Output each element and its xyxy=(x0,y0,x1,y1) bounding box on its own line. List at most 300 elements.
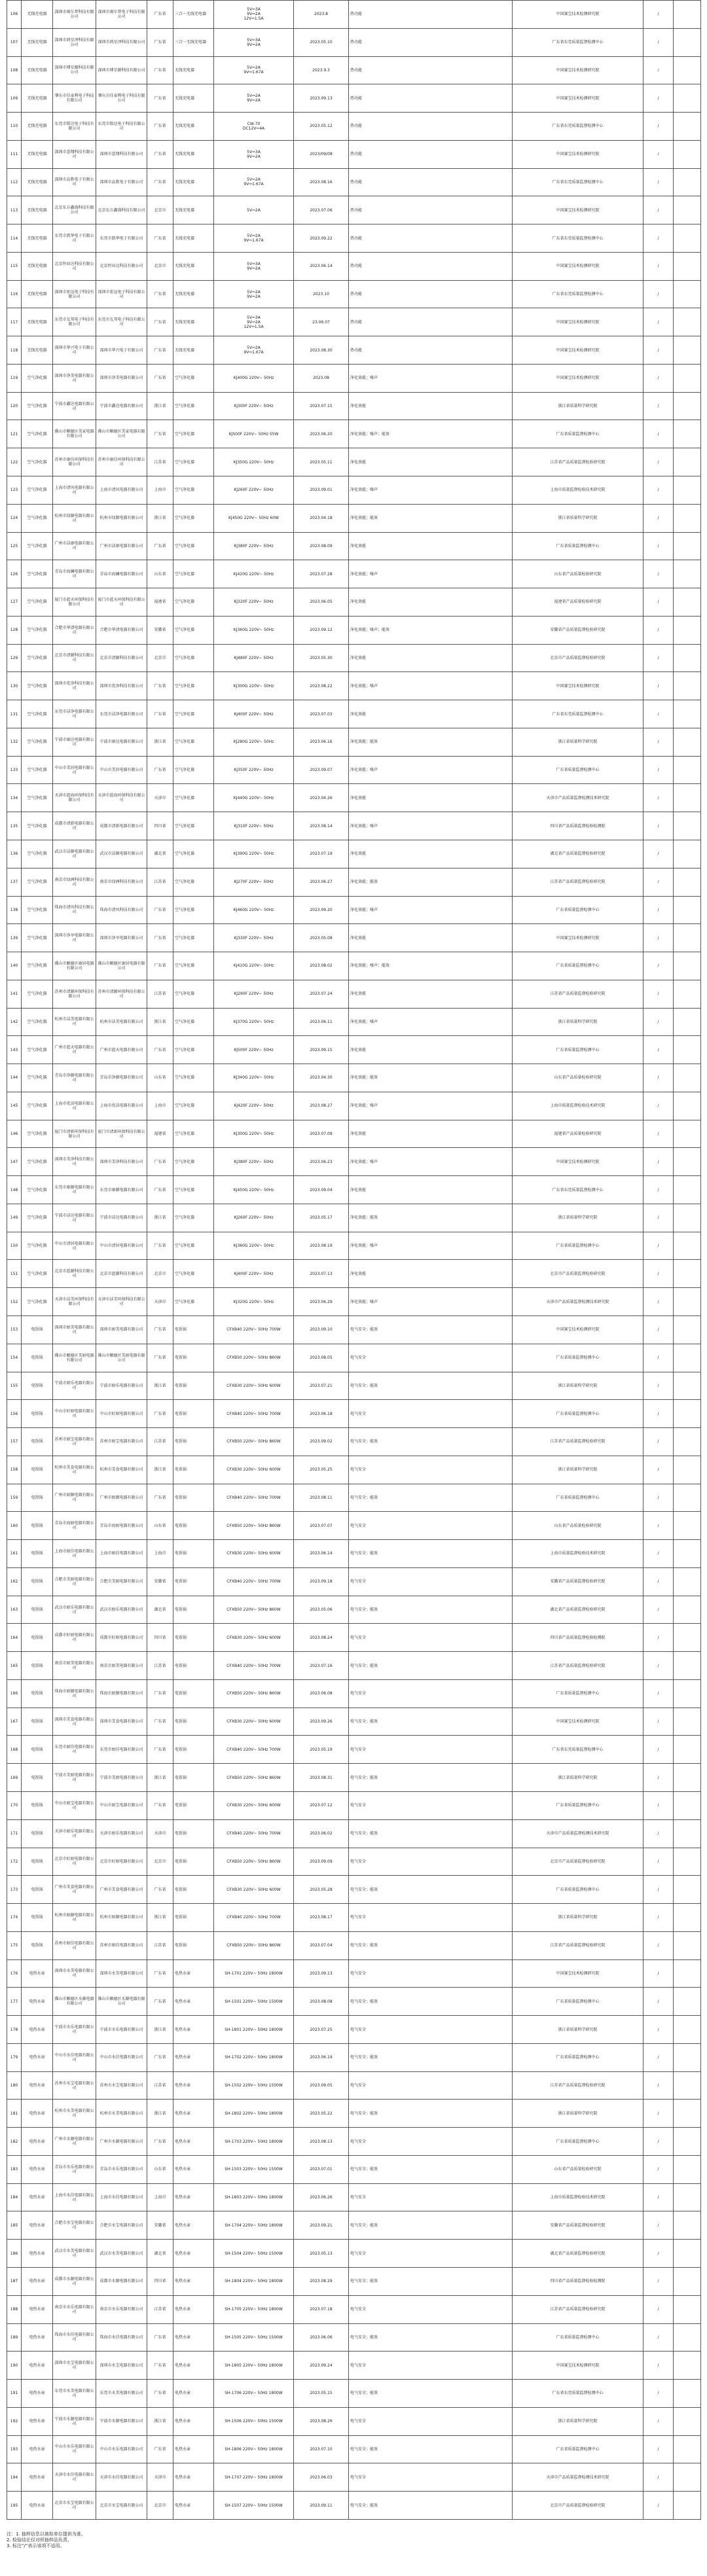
cell-items: 净化效能 xyxy=(349,980,513,1008)
cell-items: 电气安全 xyxy=(349,2240,513,2268)
cell-province: 天津市 xyxy=(147,1819,173,1848)
cell-product: 电饭锅 xyxy=(173,1792,214,1820)
cell-items: 电气安全 xyxy=(349,1567,513,1596)
cell-product: 电热水壶 xyxy=(173,2352,214,2380)
cell-seller: 佛山市顺德区水源电器有限公司 xyxy=(96,1988,147,2016)
cell-agency: 广东省质量监督检测中心 xyxy=(513,2043,644,2071)
cell-result: / xyxy=(644,1148,674,1176)
cell-seq: 120 xyxy=(7,392,22,420)
cell-model: KJ360G 220V~ 50Hz xyxy=(214,616,294,644)
cell-model: CW-70 DC12V⎓4A xyxy=(214,113,294,141)
cell-product: 空气净化器 xyxy=(173,1176,214,1204)
table-row xyxy=(7,1764,701,1792)
cell-agency: 北京市产品质量监督检验研究院 xyxy=(513,644,644,672)
cell-date: 2023.05.17 xyxy=(294,1204,349,1232)
cell-seq: 110 xyxy=(7,113,22,141)
cell-product: 空气净化器 xyxy=(173,1260,214,1288)
table-row xyxy=(7,1092,701,1120)
cell-province: 浙江省 xyxy=(147,504,173,532)
cell-category: 电热水壶 xyxy=(22,1959,53,1988)
table-row xyxy=(7,1344,701,1372)
cell-remark xyxy=(674,2128,701,2156)
cell-category: 空气净化器 xyxy=(22,1232,53,1260)
cell-date: 2023.06.27 xyxy=(294,868,349,896)
cell-producer: 珠海市清风科技有限公司 xyxy=(53,896,96,924)
cell-items: 净化效能 xyxy=(349,784,513,812)
cell-producer: 杭州市水美电器有限公司 xyxy=(53,2100,96,2128)
cell-remark xyxy=(674,2352,701,2380)
cell-model: KJ400G 220V~ 50Hz xyxy=(214,364,294,392)
cell-items: 电气安全 xyxy=(349,2183,513,2211)
cell-items: 电气安全；能效 xyxy=(349,1931,513,1959)
cell-seller: 佛山市顺德区美厨电器有限公司 xyxy=(96,1344,147,1372)
cell-seller: 宁波市水乐电器有限公司 xyxy=(96,2016,147,2044)
cell-province: 湖北省 xyxy=(147,1596,173,1624)
cell-remark xyxy=(674,868,701,896)
cell-agency: 广东省质量监督检测中心 xyxy=(513,420,644,448)
cell-category: 空气净化器 xyxy=(22,420,53,448)
cell-result: / xyxy=(644,1008,674,1036)
cell-model: KJ420G 220V~ 50Hz xyxy=(214,560,294,588)
cell-items: 电气安全 xyxy=(349,2352,513,2380)
cell-result: / xyxy=(644,2155,674,2183)
cell-remark xyxy=(674,1456,701,1484)
cell-agency: 中国赛宝技术检测研究院 xyxy=(513,196,644,224)
cell-product: 电饭锅 xyxy=(173,1512,214,1540)
table-row xyxy=(7,2295,701,2323)
cell-model: CFXB40 220V~ 50Hz 700W xyxy=(214,1736,294,1764)
cell-producer: 北京恒业达科技有限公司 xyxy=(53,252,96,280)
cell-product: 空气净化器 xyxy=(173,1008,214,1036)
cell-category: 电热水壶 xyxy=(22,2043,53,2071)
cell-province: 天津市 xyxy=(147,784,173,812)
cell-product: 空气净化器 xyxy=(173,392,214,420)
cell-seller: 珠海市清风科技有限公司 xyxy=(96,896,147,924)
cell-date: 2023.09.12 xyxy=(294,616,349,644)
cell-result: / xyxy=(644,113,674,141)
cell-remark xyxy=(674,1679,701,1708)
cell-seller: 上海市清风电器有限公司 xyxy=(96,476,147,505)
cell-model: CFXB40 220V~ 50Hz 700W xyxy=(214,1567,294,1596)
cell-items: 电气安全；能效 xyxy=(349,1596,513,1624)
cell-remark xyxy=(674,1819,701,1848)
cell-seq: 124 xyxy=(7,504,22,532)
cell-province: 广东省 xyxy=(147,2380,173,2408)
cell-agency: 中国赛宝技术检测研究院 xyxy=(513,1315,644,1344)
cell-producer: 成都市水源电器有限公司 xyxy=(53,2268,96,2296)
cell-producer: 佛山市顺德区水源电器有限公司 xyxy=(53,1988,96,2016)
cell-category: 空气净化器 xyxy=(22,588,53,617)
cell-date: 2023.07.13 xyxy=(294,1260,349,1288)
cell-category: 空气净化器 xyxy=(22,980,53,1008)
cell-product: 电热水壶 xyxy=(173,2100,214,2128)
cell-seller: 合肥市华清电器有限公司 xyxy=(96,616,147,644)
cell-result: / xyxy=(644,84,674,113)
table-row xyxy=(7,952,701,980)
table-row xyxy=(7,113,701,141)
cell-agency: 中国赛宝技术检测研究院 xyxy=(513,308,644,336)
cell-seller: 厦门市蓝天环保科技有限公司 xyxy=(96,588,147,617)
cell-category: 无线充电器 xyxy=(22,252,53,280)
cell-result: / xyxy=(644,2323,674,2352)
cell-seq: 183 xyxy=(7,2155,22,2183)
cell-seller: 武汉市水美电器有限公司 xyxy=(96,2240,147,2268)
cell-result: / xyxy=(644,1931,674,1959)
cell-date: 2023.07.15 xyxy=(294,392,349,420)
table-row xyxy=(7,2043,701,2071)
cell-date: 2023.09.21 xyxy=(294,2211,349,2240)
cell-result: / xyxy=(644,1624,674,1652)
cell-agency: 浙江省质量科学研究院 xyxy=(513,2100,644,2128)
cell-items: 净化效能；能效 xyxy=(349,1064,513,1092)
cell-model: SH-1802 220V~ 50Hz 1800W xyxy=(214,2100,294,2128)
cell-seq: 185 xyxy=(7,2211,22,2240)
cell-result: / xyxy=(644,784,674,812)
cell-province: 广东省 xyxy=(147,1400,173,1428)
cell-model: KJ260F 220V~ 50Hz xyxy=(214,1204,294,1232)
cell-date: 2023.07.25 xyxy=(294,2016,349,2044)
cell-seller: 苏州市厨宝电器有限公司 xyxy=(96,1428,147,1456)
cell-agency: 广东省东莞质量监督检测中心 xyxy=(513,280,644,308)
cell-agency: 广东省质量监督检测中心 xyxy=(513,2435,644,2463)
cell-agency: 山东省产品质量检验研究院 xyxy=(513,2155,644,2183)
cell-seq: 164 xyxy=(7,1624,22,1652)
cell-date: 2023.07.16 xyxy=(294,1652,349,1680)
cell-model: KJ440G 220V~ 50Hz xyxy=(214,784,294,812)
cell-result: / xyxy=(644,196,674,224)
cell-model: KJ300G 220V~ 50Hz xyxy=(214,1120,294,1148)
cell-category: 无线充电器 xyxy=(22,196,53,224)
table-row xyxy=(7,588,701,617)
cell-category: 无线充电器 xyxy=(22,56,53,84)
cell-remark xyxy=(674,2268,701,2296)
cell-producer: 成都市好厨电器有限公司 xyxy=(53,1624,96,1652)
cell-result: / xyxy=(644,2016,674,2044)
cell-category: 空气净化器 xyxy=(22,476,53,505)
cell-result: / xyxy=(644,2128,674,2156)
cell-seller: 苏州市厨佳电器有限公司 xyxy=(96,1931,147,1959)
cell-province: 浙江省 xyxy=(147,2016,173,2044)
cell-seller: 广州市洁康电器有限公司 xyxy=(96,532,147,560)
table-row xyxy=(7,1008,701,1036)
cell-remark xyxy=(674,644,701,672)
cell-remark xyxy=(674,1400,701,1428)
table-row xyxy=(7,1288,701,1316)
cell-result: / xyxy=(644,504,674,532)
cell-date: 2023.06.05 xyxy=(294,588,349,617)
table-row xyxy=(7,1792,701,1820)
cell-seq: 107 xyxy=(7,28,22,56)
cell-category: 电饭锅 xyxy=(22,1428,53,1456)
table-row xyxy=(7,2352,701,2380)
cell-province: 四川省 xyxy=(147,2268,173,2296)
cell-items: 净化效能；能效 xyxy=(349,1204,513,1232)
table-row xyxy=(7,1315,701,1344)
cell-product: 电热水壶 xyxy=(173,2043,214,2071)
cell-product: 无线充电器 xyxy=(173,196,214,224)
cell-result: / xyxy=(644,1904,674,1932)
cell-remark xyxy=(674,2435,701,2463)
cell-producer: 深圳市厨美电器有限公司 xyxy=(53,1315,96,1344)
cell-producer: 深圳市华兴电子有限公司 xyxy=(53,336,96,365)
cell-seller: 成都市清新电器有限公司 xyxy=(96,812,147,840)
cell-seller: 宁波市洁达电器有限公司 xyxy=(96,1204,147,1232)
cell-agency: 广东省质量监督检测中心 xyxy=(513,1400,644,1428)
cell-category: 空气净化器 xyxy=(22,952,53,980)
cell-remark xyxy=(674,2407,701,2435)
cell-result: / xyxy=(644,1876,674,1904)
cell-result: / xyxy=(644,1288,674,1316)
cell-result: / xyxy=(644,1540,674,1568)
cell-province: 广东省 xyxy=(147,2435,173,2463)
cell-model: KJ450G 220V~ 50Hz 60W xyxy=(214,504,294,532)
cell-remark xyxy=(674,2492,701,2520)
cell-category: 电饭锅 xyxy=(22,1400,53,1428)
cell-date: 2023.09.11 xyxy=(294,2492,349,2520)
cell-producer: 苏州市厨宝电器有限公司 xyxy=(53,1428,96,1456)
cell-items: 电气安全 xyxy=(349,1512,513,1540)
cell-agency: 广东省东莞质量监督检测中心 xyxy=(513,28,644,56)
cell-items: 净化效能 xyxy=(349,448,513,476)
cell-result: / xyxy=(644,1708,674,1736)
cell-agency: 中国赛宝技术检测研究院 xyxy=(513,336,644,365)
cell-seq: 141 xyxy=(7,980,22,1008)
cell-agency: 江苏省产品质量监督检验研究院 xyxy=(513,2071,644,2100)
cell-producer: 合肥市华清电器有限公司 xyxy=(53,616,96,644)
cell-model: SH-1801 220V~ 50Hz 1800W xyxy=(214,2016,294,2044)
cell-remark xyxy=(674,1036,701,1064)
cell-category: 电热水壶 xyxy=(22,2155,53,2183)
cell-model: KJ370G 220V~ 50Hz xyxy=(214,1008,294,1036)
cell-province: 江苏省 xyxy=(147,1652,173,1680)
cell-date: 2023.05.12 xyxy=(294,113,349,141)
cell-producer: 深圳市品胜电子有限公司 xyxy=(53,168,96,196)
cell-seller: 中山市好厨电器有限公司 xyxy=(96,1400,147,1428)
cell-category: 电热水壶 xyxy=(22,2128,53,2156)
cell-agency: 湖北省产品质量监督检验研究院 xyxy=(513,1596,644,1624)
cell-items: 电气安全 xyxy=(349,2463,513,2492)
cell-remark xyxy=(674,308,701,336)
cell-agency: 中国赛宝技术检测研究院 xyxy=(513,1959,644,1988)
table-row xyxy=(7,224,701,253)
cell-agency: 浙江省质量科学研究院 xyxy=(513,1456,644,1484)
cell-agency: 浙江省质量科学研究院 xyxy=(513,1764,644,1792)
cell-result: / xyxy=(644,1372,674,1400)
table-row xyxy=(7,2380,701,2408)
table-row xyxy=(7,924,701,952)
cell-seq: 173 xyxy=(7,1876,22,1904)
cell-date: 2023.06.02 xyxy=(294,1819,349,1848)
cell-producer: 中山市清居电器有限公司 xyxy=(53,1232,96,1260)
cell-agency: 浙江省质量科学研究院 xyxy=(513,1008,644,1036)
cell-remark xyxy=(674,1596,701,1624)
cell-seq: 151 xyxy=(7,1260,22,1288)
cell-date: 2023.08.31 xyxy=(294,1764,349,1792)
cell-seller: 宁波市厨乐电器有限公司 xyxy=(96,1372,147,1400)
cell-result: / xyxy=(644,1232,674,1260)
cell-model: CFXB40 220V~ 50Hz 700W xyxy=(214,1904,294,1932)
cell-producer: 东莞市洁净电器有限公司 xyxy=(53,700,96,728)
cell-agency: 山东省产品质量检验研究院 xyxy=(513,1512,644,1540)
cell-remark xyxy=(674,1567,701,1596)
cell-date: 2023.06.03 xyxy=(294,2463,349,2492)
cell-remark xyxy=(674,1876,701,1904)
cell-category: 电饭锅 xyxy=(22,1792,53,1820)
cell-model: KJ390G 220V~ 50Hz xyxy=(214,840,294,868)
cell-producer: 武汉市水美电器有限公司 xyxy=(53,2240,96,2268)
cell-category: 电饭锅 xyxy=(22,1904,53,1932)
cell-province: 广东省 xyxy=(147,1315,173,1344)
table-row xyxy=(7,1036,701,1064)
cell-producer: 苏州市水宝电器有限公司 xyxy=(53,2071,96,2100)
cell-agency: 江苏省产品质量监督检验研究院 xyxy=(513,1931,644,1959)
cell-agency: 中国赛宝技术检测研究院 xyxy=(513,56,644,84)
cell-product: 空气净化器 xyxy=(173,1232,214,1260)
cell-province: 广东省 xyxy=(147,952,173,980)
cell-remark xyxy=(674,924,701,952)
cell-category: 电热水壶 xyxy=(22,2016,53,2044)
cell-model: KJ320G 220V~ 50Hz xyxy=(214,1288,294,1316)
cell-remark xyxy=(674,1652,701,1680)
cell-model: KJ360G 220V~ 50Hz xyxy=(214,1232,294,1260)
cell-category: 无线充电器 xyxy=(22,168,53,196)
table-row xyxy=(7,1959,701,1988)
cell-product: 空气净化器 xyxy=(173,672,214,700)
cell-remark xyxy=(674,2380,701,2408)
cell-agency: 北京市产品质量监督检验研究院 xyxy=(513,2492,644,2520)
cell-producer: 北京市好厨电器有限公司 xyxy=(53,1848,96,1876)
cell-product: 电热水壶 xyxy=(173,2492,214,2520)
cell-remark xyxy=(674,1372,701,1400)
cell-items: 电气安全；能效 xyxy=(349,1876,513,1904)
cell-seq: 194 xyxy=(7,2463,22,2492)
cell-agency: 天津市产品质量监督检测技术研究院 xyxy=(513,1819,644,1848)
cell-remark xyxy=(674,2043,701,2071)
table-row xyxy=(7,1736,701,1764)
cell-date: 2023.07.28 xyxy=(294,560,349,588)
cell-category: 电热水壶 xyxy=(22,2183,53,2211)
table-row xyxy=(7,728,701,756)
cell-result: / xyxy=(644,1567,674,1596)
cell-remark xyxy=(674,2323,701,2352)
cell-items: 热功能 xyxy=(349,252,513,280)
cell-agency: 上海市质量监督检验技术研究院 xyxy=(513,1092,644,1120)
cell-agency: 四川省产品质量监督检验检测院 xyxy=(513,2268,644,2296)
cell-producer: 广州市洁康电器有限公司 xyxy=(53,532,96,560)
cell-remark xyxy=(674,672,701,700)
cell-producer: 宁波市水源电器有限公司 xyxy=(53,2407,96,2435)
cell-province: 山东省 xyxy=(147,1512,173,1540)
table-row xyxy=(7,532,701,560)
cell-product: 电饭锅 xyxy=(173,1400,214,1428)
cell-province: 天津市 xyxy=(147,2463,173,2492)
cell-items: 电气安全 xyxy=(349,1848,513,1876)
cell-producer: 苏州市厨佳电器有限公司 xyxy=(53,1931,96,1959)
cell-producer: 上海市水佳电器有限公司 xyxy=(53,2183,96,2211)
cell-seller: 杭州市厨源电器有限公司 xyxy=(96,1904,147,1932)
cell-category: 电热水壶 xyxy=(22,2323,53,2352)
cell-seq: 136 xyxy=(7,840,22,868)
cell-remark xyxy=(674,812,701,840)
cell-product: 空气净化器 xyxy=(173,812,214,840)
cell-remark xyxy=(674,196,701,224)
cell-date: 2023.04.26 xyxy=(294,784,349,812)
cell-province: 广东省 xyxy=(147,2128,173,2156)
cell-result: / xyxy=(644,2380,674,2408)
cell-date: 2023.05.06 xyxy=(294,1596,349,1624)
table-row xyxy=(7,1819,701,1848)
cell-model: KJ500F 220V~ 50Hz xyxy=(214,1036,294,1064)
cell-category: 空气净化器 xyxy=(22,868,53,896)
cell-province: 江苏省 xyxy=(147,448,173,476)
table-row xyxy=(7,812,701,840)
cell-date: 2023.07.24 xyxy=(294,980,349,1008)
cell-seller: 深圳市水宝电器有限公司 xyxy=(96,2352,147,2380)
cell-date: 2023.08.27 xyxy=(294,1092,349,1120)
cell-agency: 湖北省产品质量监督检验研究院 xyxy=(513,840,644,868)
cell-seller: 南京市绿洲科技有限公司 xyxy=(96,868,147,896)
cell-seq: 128 xyxy=(7,616,22,644)
cell-province: 广东省 xyxy=(147,672,173,700)
cell-province: 广东省 xyxy=(147,308,173,336)
cell-date: 2023.09.24 xyxy=(294,2352,349,2380)
cell-remark xyxy=(674,364,701,392)
cell-producer: 杭州市洁美电器有限公司 xyxy=(53,1008,96,1036)
cell-model: SH-1701 220V~ 50Hz 1800W xyxy=(214,1959,294,1988)
cell-category: 无线充电器 xyxy=(22,308,53,336)
cell-seq: 138 xyxy=(7,896,22,924)
cell-producer: 武汉市厨乐电器有限公司 xyxy=(53,1596,96,1624)
cell-remark xyxy=(674,168,701,196)
cell-model: 5V⎓2A 9V⎓1.67A xyxy=(214,224,294,253)
cell-result: / xyxy=(644,448,674,476)
cell-province: 湖北省 xyxy=(147,840,173,868)
cell-model: CFXB50 220V~ 50Hz 860W xyxy=(214,1931,294,1959)
cell-product: 空气净化器 xyxy=(173,728,214,756)
cell-seq: 181 xyxy=(7,2100,22,2128)
cell-remark xyxy=(674,2183,701,2211)
cell-date: 2023.05.28 xyxy=(294,1876,349,1904)
cell-seller: 杭州市美食电器有限公司 xyxy=(96,1456,147,1484)
cell-items: 热功能 xyxy=(349,84,513,113)
cell-category: 空气净化器 xyxy=(22,392,53,420)
cell-seller: 中山市清居电器有限公司 xyxy=(96,1232,147,1260)
cell-remark xyxy=(674,1988,701,2016)
cell-model: 5V⎓2A 9V⎓2A xyxy=(214,280,294,308)
cell-seller: 南京市厨美电器有限公司 xyxy=(96,1652,147,1680)
cell-agency: 广东省东莞质量监督检测中心 xyxy=(513,1176,644,1204)
cell-model: CFXB50 220V~ 50Hz 860W xyxy=(214,1764,294,1792)
cell-remark xyxy=(674,1736,701,1764)
cell-province: 广东省 xyxy=(147,756,173,784)
cell-category: 空气净化器 xyxy=(22,1260,53,1288)
cell-seller: 北京恒业达科技有限公司 xyxy=(96,252,147,280)
cell-date: 2023.09.10 xyxy=(294,1315,349,1344)
table-row xyxy=(7,140,701,168)
cell-category: 电饭锅 xyxy=(22,1624,53,1652)
cell-producer: 北京市蓝源科技有限公司 xyxy=(53,1260,96,1288)
cell-seq: 122 xyxy=(7,448,22,476)
cell-date: 2023.08.11 xyxy=(294,1484,349,1512)
cell-product: 空气净化器 xyxy=(173,476,214,505)
cell-remark xyxy=(674,1624,701,1652)
cell-seq: 169 xyxy=(7,1764,22,1792)
cell-date: 2023.07.04 xyxy=(294,1931,349,1959)
cell-product: 空气净化器 xyxy=(173,448,214,476)
cell-date: 2023.08.26 xyxy=(294,2407,349,2435)
cell-result: / xyxy=(644,1596,674,1624)
cell-items: 净化效能 xyxy=(349,700,513,728)
